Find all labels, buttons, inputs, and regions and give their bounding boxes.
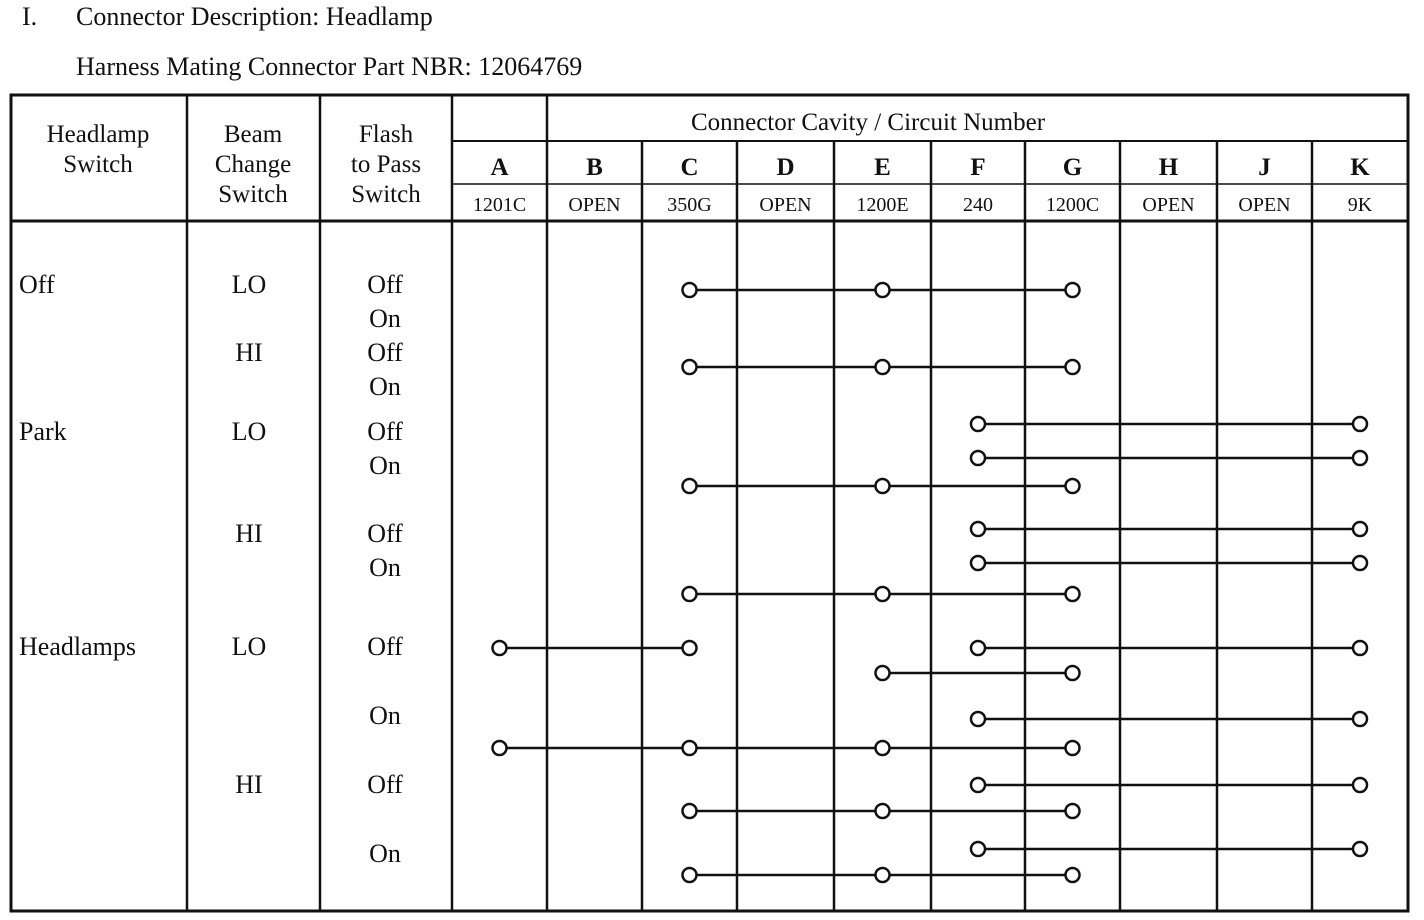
continuity-link (493, 641, 697, 655)
continuity-link (971, 842, 1367, 856)
terminal-circle (1066, 868, 1080, 882)
flash-position: Off (367, 770, 403, 799)
flash-to-pass-switch-header: to Pass (350, 151, 422, 178)
cavity-letter-H: H (1158, 154, 1179, 181)
flash-to-pass-switch-header: Flash (358, 121, 414, 148)
continuity-link (876, 666, 1080, 680)
description-value: Headlamp (325, 2, 433, 31)
terminal-circle (493, 741, 507, 755)
terminal-circle (683, 641, 697, 655)
terminal-circle (1353, 451, 1367, 465)
flash-position: Off (367, 338, 403, 367)
terminal-circle (1066, 587, 1080, 601)
terminal-circle (971, 417, 985, 431)
terminal-circle (876, 666, 890, 680)
terminal-circle (971, 556, 985, 570)
terminal-circle (1066, 741, 1080, 755)
flash-position: Off (367, 270, 403, 299)
terminal-circle (1066, 804, 1080, 818)
terminal-circle (683, 868, 697, 882)
headlamp-switch-position: Headlamps (19, 632, 136, 661)
continuity-link (683, 479, 1080, 493)
beam-change-switch-header: Change (214, 151, 292, 178)
terminal-circle (493, 641, 507, 655)
continuity-link (971, 417, 1367, 431)
headlamp-switch-position: Off (19, 270, 55, 299)
cavity-letter-A: A (490, 154, 509, 181)
table-border (11, 95, 1408, 911)
terminal-circle (683, 741, 697, 755)
continuity-link (493, 741, 1080, 755)
terminal-circle (1066, 360, 1080, 374)
terminal-circle (971, 778, 985, 792)
circuit-number-J: OPEN (1238, 194, 1291, 216)
terminal-circle (683, 360, 697, 374)
cavity-letter-C: C (680, 154, 699, 181)
terminal-circle (971, 522, 985, 536)
headlamp-switch-header: Switch (63, 151, 133, 178)
circuit-number-C: 350G (667, 194, 712, 216)
continuity-link (971, 641, 1367, 655)
terminal-circle (1353, 641, 1367, 655)
beam-position: HI (235, 770, 263, 799)
flash-position: On (369, 451, 401, 480)
continuity-link (971, 712, 1367, 726)
terminal-circle (1353, 522, 1367, 536)
circuit-number-F: 240 (963, 194, 993, 216)
cavity-letter-G: G (1062, 154, 1083, 181)
flash-to-pass-switch-header: Switch (351, 181, 421, 208)
continuity-link (683, 283, 1080, 297)
continuity-link (971, 451, 1367, 465)
row-labels (19, 270, 403, 868)
terminal-circle (971, 641, 985, 655)
flash-position: On (369, 701, 401, 730)
part-number-label: Harness Mating Connector Part NBR: (76, 52, 472, 81)
flash-position: On (369, 839, 401, 868)
terminal-circle (1066, 283, 1080, 297)
part-number-value: 12064769 (478, 52, 583, 81)
terminal-circle (876, 868, 890, 882)
beam-position: HI (235, 519, 263, 548)
circuit-number-K: 9K (1347, 194, 1373, 216)
cavity-letter-J: J (1258, 154, 1271, 181)
headlamp-switch-position: Park (19, 417, 67, 446)
terminal-circle (1353, 556, 1367, 570)
beam-position: LO (231, 270, 267, 299)
flash-position: On (369, 304, 401, 333)
circuit-number-G: 1200C (1045, 194, 1100, 216)
terminal-circle (1353, 778, 1367, 792)
continuity-link (683, 868, 1080, 882)
terminal-circle (683, 479, 697, 493)
terminal-circle (1353, 842, 1367, 856)
flash-position: On (369, 372, 401, 401)
continuity-link (971, 778, 1367, 792)
circuit-number-A: 1201C (472, 194, 527, 216)
continuity-link (683, 360, 1080, 374)
continuity-link (971, 522, 1367, 536)
terminal-circle (876, 741, 890, 755)
terminal-circle (683, 283, 697, 297)
circuit-number-D: OPEN (759, 194, 812, 216)
cavity-letter-D: D (776, 154, 795, 181)
beam-position: LO (231, 417, 267, 446)
column-headers (47, 109, 1373, 216)
cavity-letter-B: B (586, 154, 603, 181)
flash-position: Off (367, 632, 403, 661)
beam-change-switch-header: Switch (218, 181, 288, 208)
terminal-circle (876, 804, 890, 818)
terminal-circle (683, 587, 697, 601)
terminal-circle (876, 360, 890, 374)
beam-position: HI (235, 338, 263, 367)
beam-position: LO (231, 632, 267, 661)
terminal-circle (876, 587, 890, 601)
flash-position: Off (367, 519, 403, 548)
terminal-circle (876, 479, 890, 493)
continuity-link (683, 587, 1080, 601)
beam-change-switch-header: Beam (223, 121, 283, 148)
headlamp-switch-header: Headlamp (46, 121, 150, 148)
terminal-circle (683, 804, 697, 818)
table-grid (11, 95, 1408, 911)
cavity-title: Connector Cavity / Circuit Number (690, 109, 1046, 136)
cavity-letter-E: E (874, 154, 891, 181)
flash-position: Off (367, 417, 403, 446)
flash-position: On (369, 553, 401, 582)
continuity-link (683, 804, 1080, 818)
terminal-circle (971, 712, 985, 726)
circuit-number-B: OPEN (568, 194, 621, 216)
description-label: Connector Description: (76, 2, 320, 31)
section-number: I. (22, 2, 38, 31)
terminal-circle (1353, 417, 1367, 431)
terminal-circle (1066, 479, 1080, 493)
terminal-circle (971, 842, 985, 856)
circuit-number-H: OPEN (1142, 194, 1195, 216)
continuity-link (971, 556, 1367, 570)
terminal-circle (971, 451, 985, 465)
terminal-circle (876, 283, 890, 297)
cavity-letter-F: F (970, 154, 986, 181)
terminal-circle (1353, 712, 1367, 726)
terminal-circle (1066, 666, 1080, 680)
circuit-number-E: 1200E (856, 194, 909, 216)
cavity-letter-K: K (1350, 154, 1370, 181)
